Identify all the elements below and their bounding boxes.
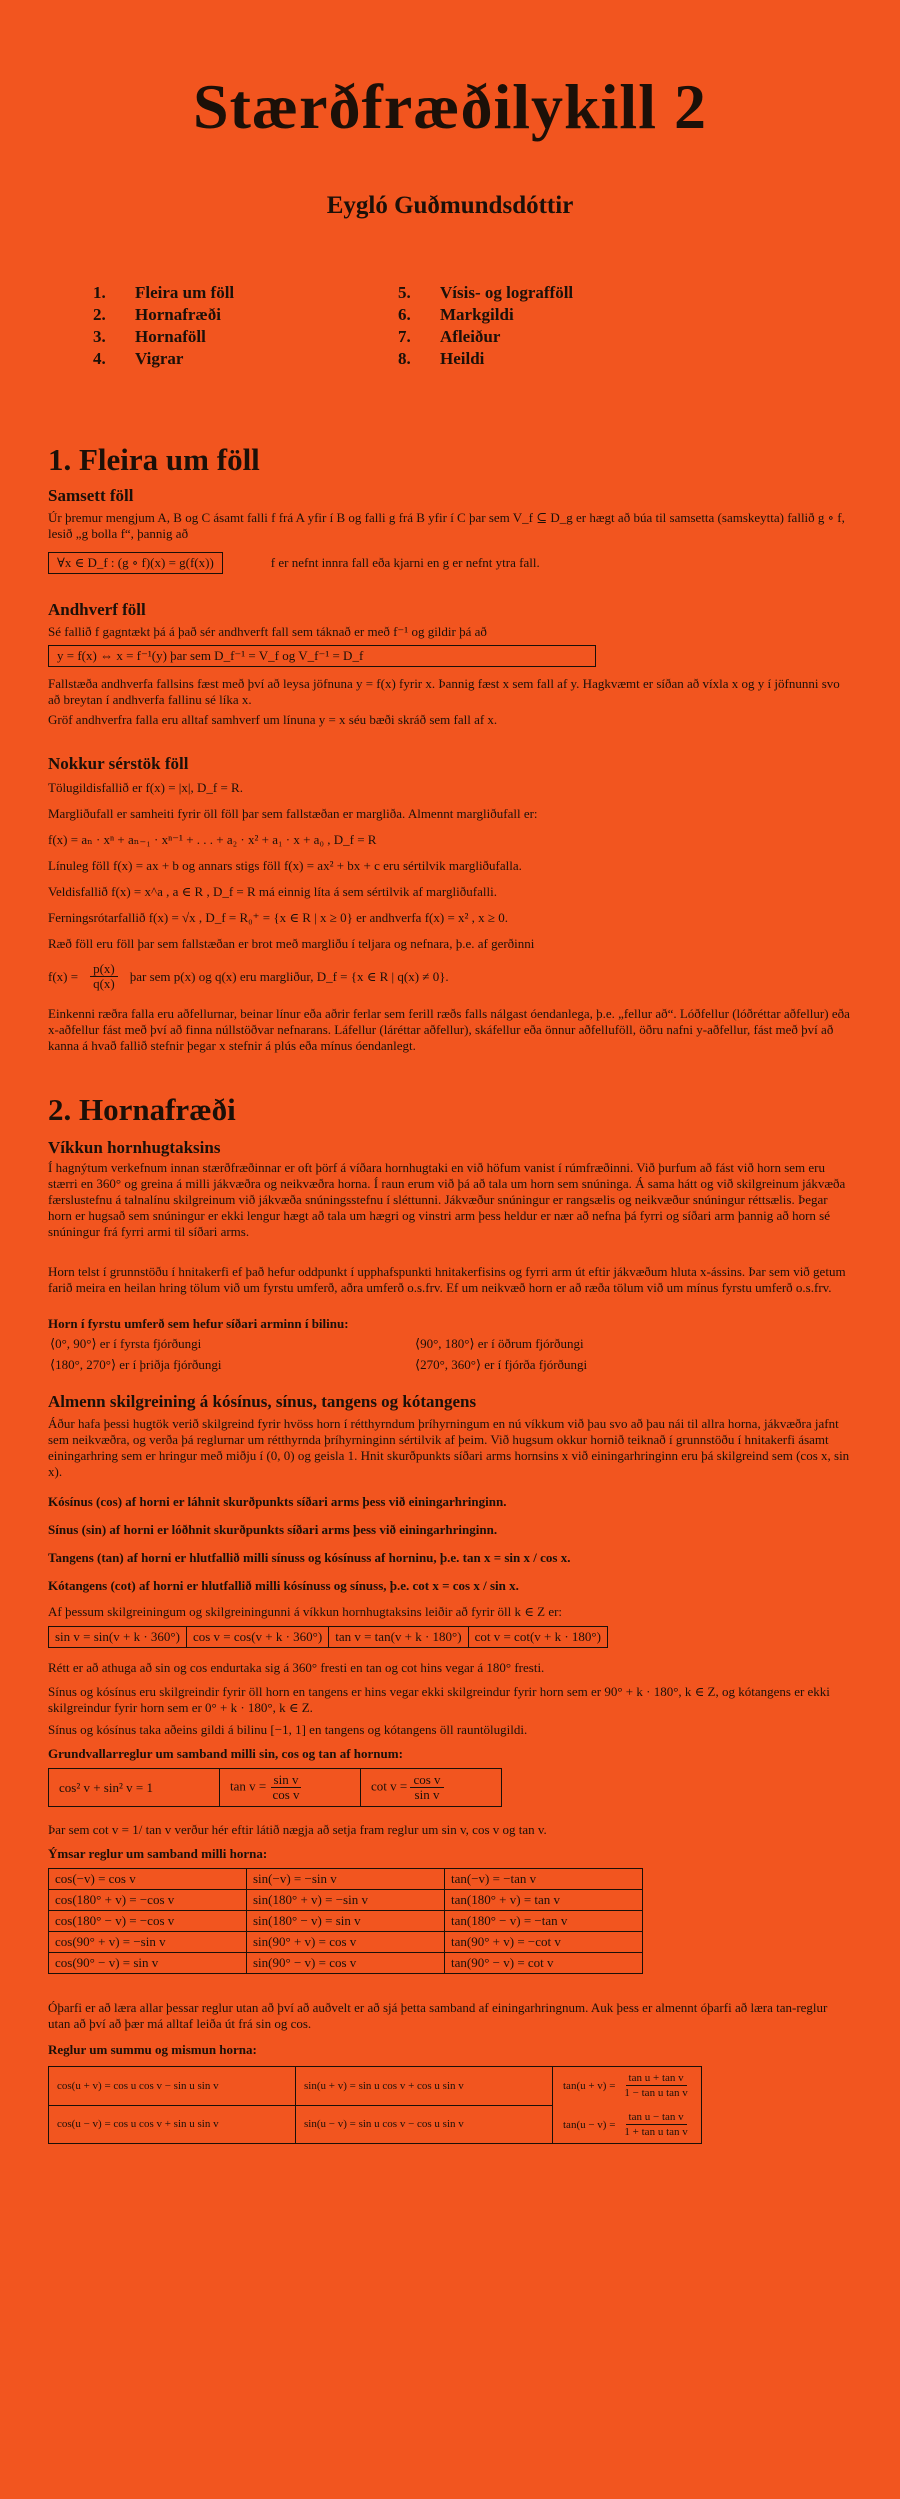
table-cell: sin(u − v) = sin u cos v − cos u sin v bbox=[296, 2105, 553, 2144]
raed-fraction-den: q(x) bbox=[93, 976, 115, 991]
table-cell: cos(90° + v) = −sin v bbox=[49, 1932, 247, 1953]
fraction-num: tan u − tan v bbox=[626, 2110, 687, 2125]
table-cell: tan(180° + v) = tan v bbox=[445, 1890, 643, 1911]
tan-diff-lhs: tan(u − v) = bbox=[563, 2118, 616, 2131]
raed-formula-rhs: þar sem p(x) og q(x) eru margliður, D_f = {x ∈ R | q(x) ≠ 0}. bbox=[129, 968, 449, 984]
table-cell: tan(90° + v) = −cot v bbox=[445, 1932, 643, 1953]
fraction-den: cos v bbox=[272, 1787, 300, 1802]
samsett-formula-box: ∀x ∈ D_f : (g ∘ f)(x) = g(f(x)) bbox=[48, 552, 223, 574]
andhverf-text: Sé fallið f gagntækt þá á það sér andhverft fall sem táknað er með f⁻¹ og gildir þá að bbox=[48, 624, 487, 639]
cot-note: Þar sem cot v = 1/ tan v verður hér eftir látið nægja að setja fram reglur um sin v, cos v og tan v. bbox=[48, 1822, 547, 1837]
fraction-num: tan u + tan v bbox=[626, 2071, 687, 2086]
angle-rules-table bbox=[48, 1868, 643, 1974]
tan-diff-fraction bbox=[621, 2110, 690, 2139]
toc-num: 4. bbox=[93, 349, 106, 368]
table-row bbox=[49, 2067, 702, 2106]
table-cell: tan(180° − v) = −tan v bbox=[445, 1911, 643, 1932]
quadrant-item: ⟨180°, 270°⟩ er í þriðja fjórðungi bbox=[50, 1357, 222, 1372]
serstok-line: Margliðufall er samheiti fyrir öll föll þar sem fallstæðan er margliða. Almennt margliðufall er: bbox=[48, 806, 538, 821]
toc-num: 3. bbox=[93, 327, 106, 346]
table-cell: sin(90° − v) = cos v bbox=[247, 1953, 445, 1974]
andhverf-text-3: Gröf andhverfra falla eru alltaf samhverf um línuna y = x séu bæði skráð sem fall af x. bbox=[48, 712, 498, 727]
range-note: Sínus og kósínus taka aðeins gildi á bilinu [−1, 1] en tangens og kótangens öll rauntölugildi. bbox=[48, 1722, 528, 1737]
summu-heading: Reglur um summu og mismun horna: bbox=[48, 2042, 257, 2057]
toc-num: 2. bbox=[93, 305, 106, 324]
domain-note: Sínus og kósínus eru skilgreindir fyrir öll horn en tangens er hins vegar ekki skilgreindur fyrir horn sem er 90° + k · 180°, k ∈ Z, og kótangens er ekki skilgreindur fyrir horn sem er 0° + k · 180°, k ∈ Z. bbox=[48, 1684, 830, 1715]
quadrant-item: ⟨90°, 180°⟩ er í öðrum fjórðungi bbox=[415, 1336, 584, 1351]
fraction-den: sin v bbox=[414, 1787, 440, 1802]
section-1-heading: 1. Fleira um föll bbox=[48, 442, 260, 477]
periodicity-note: Rétt er að athuga að sin og cos endurtaka sig á 360° fresti en tan og cot hins vegar á 180° fresti. bbox=[48, 1660, 545, 1675]
definition-cot: Kótangens (cot) af horni er hlutfallið milli kósínuss og sínuss, þ.e. cot x = cos x / sin x. bbox=[48, 1578, 519, 1593]
toc-num: 8. bbox=[398, 349, 411, 368]
quadrant-item: ⟨270°, 360°⟩ er í fjórða fjórðungi bbox=[415, 1357, 588, 1372]
table-of-contents bbox=[93, 280, 852, 371]
vikkun-heading: Víkkun hornhugtaksins bbox=[48, 1138, 221, 1157]
ymsar-heading: Ýmsar reglur um samband milli horna: bbox=[48, 1846, 268, 1861]
tan-identity-fraction bbox=[269, 1773, 302, 1802]
toc-num: 1. bbox=[93, 283, 106, 302]
periodicity-intro: Af þessum skilgreiningum og skilgreiningunni á víkkun hornhugtaksins leiðir að fyrir öll k ∈ Z er: bbox=[48, 1604, 563, 1619]
serstok-line: Veldisfallið f(x) = x^a , a ∈ R , D_f = R má einnig líta á sem sértilvik af margliðufalli. bbox=[48, 884, 497, 899]
period-cot: cot v = cot(v + k · 180°) bbox=[468, 1627, 607, 1648]
cot-identity-fraction bbox=[410, 1773, 443, 1802]
toc-num: 6. bbox=[398, 305, 411, 324]
samsett-note: f er nefnt innra fall eða kjarni en g er nefnt ytra fall. bbox=[270, 555, 540, 570]
vikkun-text-2: Horn telst í grunnstöðu í hnitakerfi ef það hefur oddpunkt í upphafspunkti hnitakerfisins og fyrri arm út eftir jákvæðum hluta x-ássins. Þar sem við getum farið meira en heilan hring tölum við um fyrstu umferð, aðra umferð o.s.frv. Ef um neikvæð horn er að ræða tölum við um mínus fyrstu umferð o.s.frv. bbox=[48, 1264, 846, 1295]
almenn-text: Áður hafa þessi hugtök verið skilgreind fyrir hvöss horn í rétthyrndum þríhyrningum en nú víkkum við þau svo að þau nái til allra horna, jákvæðra jafnt sem neikvæðra, og verða þá reglurnar um rétthyrnda þríhyrninginn sértilvik af þeim. Við hugsum okkur hornið teiknað í grunnstöðu í hnitakerfi ásamt einingarhring sem er hringur með miðju í (0, 0) og geisla 1. Hnit skurðpunkts síðari arms hornsins x við einingarhringinn eru þá skilgreind sem (cos x, sin x). bbox=[48, 1416, 850, 1479]
toc-label: Afleiður bbox=[440, 327, 501, 346]
toc-label: Hornaföll bbox=[135, 327, 206, 346]
table-cell: sin(u + v) = sin u cos v + cos u sin v bbox=[296, 2067, 553, 2106]
table-row bbox=[49, 1890, 643, 1911]
table-row bbox=[49, 1953, 643, 1974]
table-cell: cos(−v) = cos v bbox=[49, 1869, 247, 1890]
toc-item[interactable] bbox=[398, 305, 703, 324]
tan-diff-rule bbox=[563, 2110, 691, 2139]
vikkun-text: Í hagnýtum verkefnum innan stærðfræðinnar er oft þörf á víðara hornhugtaki en við höfum vanist í rúmfræðinni. Við þurfum að fást við horn sem eru stærri en 360° og greina á milli jákvæðra og neikvæðra horna. Í raun erum við þá að tala um horn sem snúninga. Á sama hátt og við skilgreinum jákvæða færslustefnu á talnalínu skilgreinum við jákvæða snúningsstefnu í sléttunni. Jákvæður snúningur er rangsælis og neikvæður snúningur réttsælis. Þegar horn er hugsað sem snúningur er ekki lengur hægt að tala um hægri og vinstri arm þess heldur er nær að nefna þá fyrri og síðari arm þannig að horn sé snúningur frá fyrri armi til síðari arms. bbox=[48, 1160, 846, 1239]
serstok-line: Tölugildisfallið er f(x) = |x|, D_f = R. bbox=[48, 780, 243, 795]
tan-sum-cell bbox=[553, 2067, 702, 2144]
table-row bbox=[49, 1869, 643, 1890]
table-cell: cos(u − v) = cos u cos v + sin u sin v bbox=[49, 2105, 296, 2144]
table-row bbox=[49, 1911, 643, 1932]
toc-item[interactable] bbox=[398, 283, 703, 302]
fraction-num: sin v bbox=[271, 1773, 302, 1788]
period-tan: tan v = tan(v + k · 180°) bbox=[329, 1627, 468, 1648]
periodicity-table bbox=[48, 1626, 608, 1648]
toc-num: 5. bbox=[398, 283, 411, 302]
toc-label: Vísis- og lografföll bbox=[440, 283, 574, 302]
andhverf-heading: Andhverf föll bbox=[48, 600, 146, 619]
page-title: Stærðfræðilykill 2 bbox=[193, 71, 707, 142]
samsett-text: Úr þremur mengjum A, B og C ásamt falli f frá A yfir í B og falli g frá B yfir í C þar sem V_f ⊆ D_g er hægt að búa til samsetta (samskeytta) fallið g ∘ f, lesið „g bolla f“, þannig að bbox=[48, 510, 845, 541]
raed-fraction bbox=[90, 962, 118, 991]
table-row bbox=[49, 1932, 643, 1953]
tan-identity bbox=[220, 1769, 361, 1807]
table-cell: sin(−v) = −sin v bbox=[247, 1869, 445, 1890]
toc-column-right bbox=[398, 280, 703, 371]
period-cos: cos v = cos(v + k · 360°) bbox=[186, 1627, 328, 1648]
grund-heading: Grundvallarreglur um samband milli sin, cos og tan af hornum: bbox=[48, 1746, 403, 1761]
raed-fraction-num: p(x) bbox=[90, 962, 118, 977]
sum-rules-table bbox=[48, 2066, 702, 2144]
pythagorean-identity: cos² v + sin² v = 1 bbox=[49, 1769, 220, 1807]
serstok-line: Ræð föll eru föll þar sem fallstæðan er brot með margliðu í teljara og nefnara, þ.e. af gerðinni bbox=[48, 936, 535, 951]
cot-identity bbox=[361, 1769, 502, 1807]
cot-identity-lhs: cot v = bbox=[371, 1778, 408, 1794]
fraction-den: 1 + tan u tan v bbox=[624, 2126, 688, 2138]
table-cell: cos(u + v) = cos u cos v − sin u sin v bbox=[49, 2067, 296, 2106]
table-cell: tan(−v) = −tan v bbox=[445, 1869, 643, 1890]
toc-item[interactable] bbox=[93, 327, 398, 346]
toc-item[interactable] bbox=[93, 349, 398, 368]
toc-label: Fleira um föll bbox=[135, 283, 235, 302]
quadrant-item: ⟨0°, 90°⟩ er í fyrsta fjórðungi bbox=[50, 1336, 202, 1351]
table-cell: sin(180° + v) = −sin v bbox=[247, 1890, 445, 1911]
andhverf-formula-row bbox=[48, 645, 852, 667]
toc-column-left bbox=[93, 280, 398, 371]
vikkun-text-3: Horn í fyrstu umferð sem hefur síðari arminn í bilinu: bbox=[48, 1316, 349, 1331]
table-cell: cos(90° − v) = sin v bbox=[49, 1953, 247, 1974]
andhverf-formula-box: y = f(x) ⇔ x = f⁻¹(y) þar sem D_f⁻¹ = V_f og V_f⁻¹ = D_f bbox=[48, 645, 596, 667]
definition-tan: Tangens (tan) af horni er hlutfallið milli sínuss og kósínuss af horninu, þ.e. tan x = sin x / cos x. bbox=[48, 1550, 571, 1565]
toc-label: Hornafræði bbox=[135, 305, 221, 324]
table-cell: sin(180° − v) = sin v bbox=[247, 1911, 445, 1932]
definition-cos: Kósínus (cos) af horni er láhnit skurðpunkts síðari arms þess við einingarhringinn. bbox=[48, 1494, 507, 1509]
tan-sum-fraction bbox=[621, 2071, 690, 2100]
toc-item[interactable] bbox=[93, 305, 398, 324]
samsett-heading: Samsett föll bbox=[48, 486, 134, 505]
fraction-den: 1 − tan u tan v bbox=[624, 2087, 688, 2099]
tan-sum-rule bbox=[563, 2071, 691, 2100]
andhverf-text-2: Fallstæða andhverfa fallsins fæst með því að leysa jöfnuna y = f(x) fyrir x. Þannig fæst x sem fall af y. Hagkvæmt er síðan að víxla x og y í jöfnunni svo að breytan í andhverfa fallinu sé líka x. bbox=[48, 676, 840, 707]
grund-table bbox=[48, 1768, 502, 1807]
toc-item[interactable] bbox=[93, 283, 398, 302]
adfellur-text: Einkenni ræðra falla eru aðfellurnar, beinar línur eða aðrir ferlar sem ferill ræðs falls nálgast óendanlega, þ.e. „fellur að“. Lóðfellur (lóðréttar aðfellur) eða x-aðfellur fást með því að finna núllstöðvar nefnarans. Láfellur (láréttar aðfellur), skáfellur eða önnur aðfelluföll, öðru nafni y-aðfellur, fást með því að kanna á hvað fallið stefnir þegar x stefnir á plús eða mínus óendanlegt. bbox=[48, 1006, 850, 1053]
toc-label: Vigrar bbox=[135, 349, 184, 368]
samsett-formula-row bbox=[48, 552, 852, 574]
fraction-num: cos v bbox=[410, 1773, 443, 1788]
definition-sin: Sínus (sin) af horni er lóðhnit skurðpunkts síðari arms þess við einingarhringinn. bbox=[48, 1522, 498, 1537]
serstok-heading: Nokkur sérstök föll bbox=[48, 754, 189, 773]
toc-label: Markgildi bbox=[440, 305, 514, 324]
raed-formula-lhs: f(x) = bbox=[48, 968, 79, 984]
toc-label: Heildi bbox=[440, 349, 485, 368]
section-2-heading: 2. Hornafræði bbox=[48, 1092, 236, 1127]
tan-sum-lhs: tan(u + v) = bbox=[563, 2079, 616, 2092]
toc-num: 7. bbox=[398, 327, 411, 346]
author: Eygló Guðmundsdóttir bbox=[326, 192, 574, 219]
serstok-line: Línuleg föll f(x) = ax + b og annars stigs föll f(x) = ax² + bx + c eru sértilvik margliðufalla. bbox=[48, 858, 522, 873]
serstok-line: Ferningsrótarfallið f(x) = √x , D_f = R₀⁺ = {x ∈ R | x ≥ 0} er andhverfa f(x) = x² , x ≥ 0. bbox=[48, 910, 509, 925]
table-cell: tan(90° − v) = cot v bbox=[445, 1953, 643, 1974]
toc-item[interactable] bbox=[398, 349, 703, 368]
quadrant-list bbox=[50, 1336, 852, 1373]
almenn-heading: Almenn skilgreining á kósínus, sínus, tangens og kótangens bbox=[48, 1392, 477, 1411]
serstok-line: f(x) = aₙ · xⁿ + aₙ₋₁ · xⁿ⁻¹ + . . . + a₂ · x² + a₁ · x + a₀ , D_f = R bbox=[48, 832, 377, 847]
table-cell: cos(180° − v) = −cos v bbox=[49, 1911, 247, 1932]
table-cell: sin(90° + v) = cos v bbox=[247, 1932, 445, 1953]
toc-item[interactable] bbox=[398, 327, 703, 346]
rules-note: Óþarfi er að læra allar þessar reglur utan að því að auðvelt er að sjá þetta samband af einingarhringnum. Auk þess er almennt óþarfi að læra tan-reglur utan að því að þær má alltaf leiða út frá sin og cos. bbox=[48, 2000, 828, 2031]
tan-identity-lhs: tan v = bbox=[230, 1778, 267, 1794]
table-cell: cos(180° + v) = −cos v bbox=[49, 1890, 247, 1911]
period-sin: sin v = sin(v + k · 360°) bbox=[49, 1627, 187, 1648]
raed-formula-row bbox=[48, 962, 852, 991]
